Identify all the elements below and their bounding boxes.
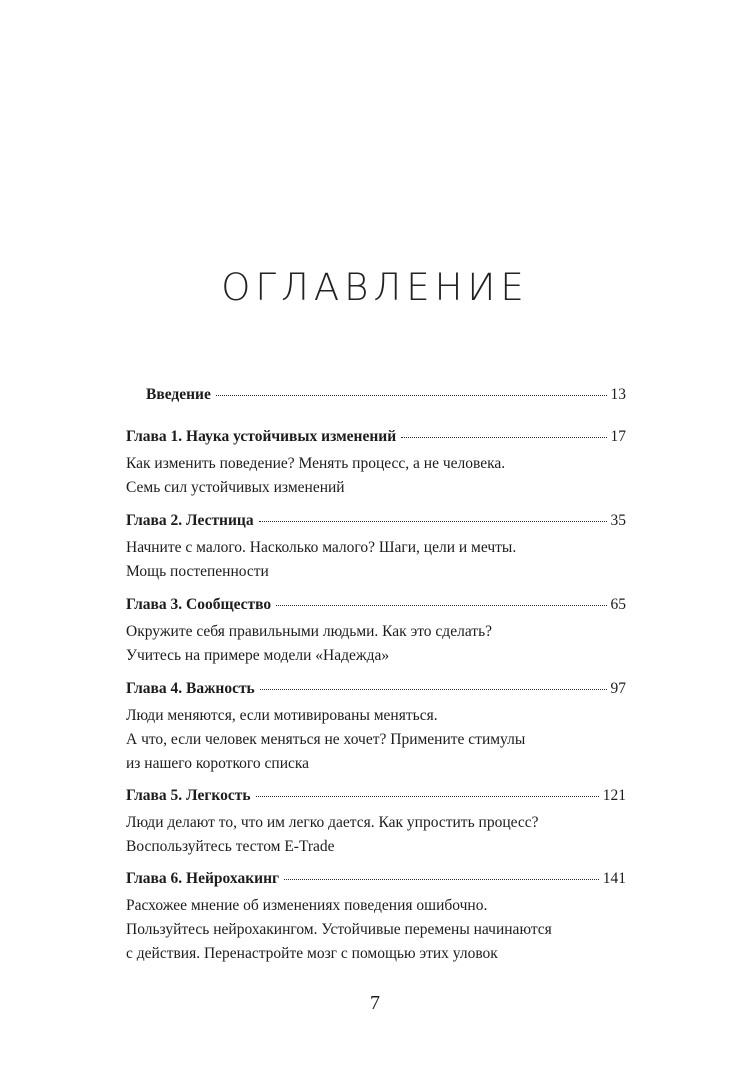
toc-entry-title: Глава 5. Легкость (126, 787, 251, 804)
toc-entry-page: 97 (610, 680, 626, 697)
toc-entry-title: Глава 3. Сообщество (126, 596, 272, 613)
toc-entry-description: А что, если человек меняться не хочет? Примените стимулы (126, 731, 526, 748)
toc-entry-chapter-3[interactable] (126, 596, 626, 668)
toc-entry-title: Глава 4. Важность (126, 680, 255, 697)
toc-entry-chapter-1[interactable] (126, 428, 626, 500)
dot-leader (256, 796, 599, 797)
toc-entry-description: Люди делают то, что им легко дается. Как упростить процесс? (126, 814, 539, 831)
toc-entry-page: 65 (610, 596, 626, 613)
toc-entry-page: 121 (602, 787, 626, 804)
toc-entry-page: 35 (610, 512, 626, 529)
toc-entry-title: Введение (146, 386, 211, 403)
toc-entry-chapter-4[interactable] (126, 680, 626, 776)
toc-entry-page: 17 (610, 428, 626, 445)
dot-leader (276, 605, 606, 606)
toc-entry-page: 13 (610, 386, 626, 403)
dot-leader (284, 879, 599, 880)
toc-entry-description: Окружите себя правильными людьми. Как это сделать? (126, 623, 493, 640)
toc-entry-description: Расхожее мнение об изменениях поведения ошибочно. (126, 897, 488, 914)
dot-leader (259, 521, 607, 522)
toc-entry-description: из нашего короткого списка (126, 755, 310, 772)
toc-entry-description: Как изменить поведение? Менять процесс, а не человека. (126, 455, 506, 472)
toc-entry-chapter-6[interactable] (126, 870, 626, 966)
dot-leader (401, 437, 606, 438)
toc-entry-description: Учитесь на примере модели «Надежда» (126, 647, 390, 664)
toc-entry-chapter-5[interactable] (126, 787, 626, 859)
toc-entry-title: Глава 1. Наука устойчивых изменений (126, 428, 397, 445)
toc-entry-title: Глава 2. Лестница (126, 512, 254, 529)
toc-entry-intro[interactable] (126, 386, 626, 410)
toc-entry-chapter-2[interactable] (126, 512, 626, 584)
toc-entry-description: Начните с малого. Насколько малого? Шаги, цели и мечты. (126, 539, 517, 556)
dot-leader (216, 395, 607, 396)
toc-entry-description: с действия. Перенастройте мозг с помощью этих уловок (126, 945, 498, 962)
page-number: 7 (370, 992, 380, 1014)
toc-entry-title: Глава 6. Нейрохакинг (126, 870, 280, 887)
toc-entry-description: Семь сил устойчивых изменений (126, 479, 345, 496)
page-title: ОГЛАВЛЕНИЕ (221, 266, 529, 309)
dot-leader (260, 689, 607, 690)
toc-entry-description: Люди меняются, если мотивированы меняться. (126, 707, 438, 724)
toc-entry-page: 141 (602, 870, 626, 887)
toc-entry-description: Пользуйтесь нейрохакингом. Устойчивые перемены начинаются (126, 921, 552, 938)
toc-entry-description: Мощь постепенности (126, 563, 269, 580)
toc-entry-description: Воспользуйтесь тестом E-Trade (126, 838, 335, 855)
